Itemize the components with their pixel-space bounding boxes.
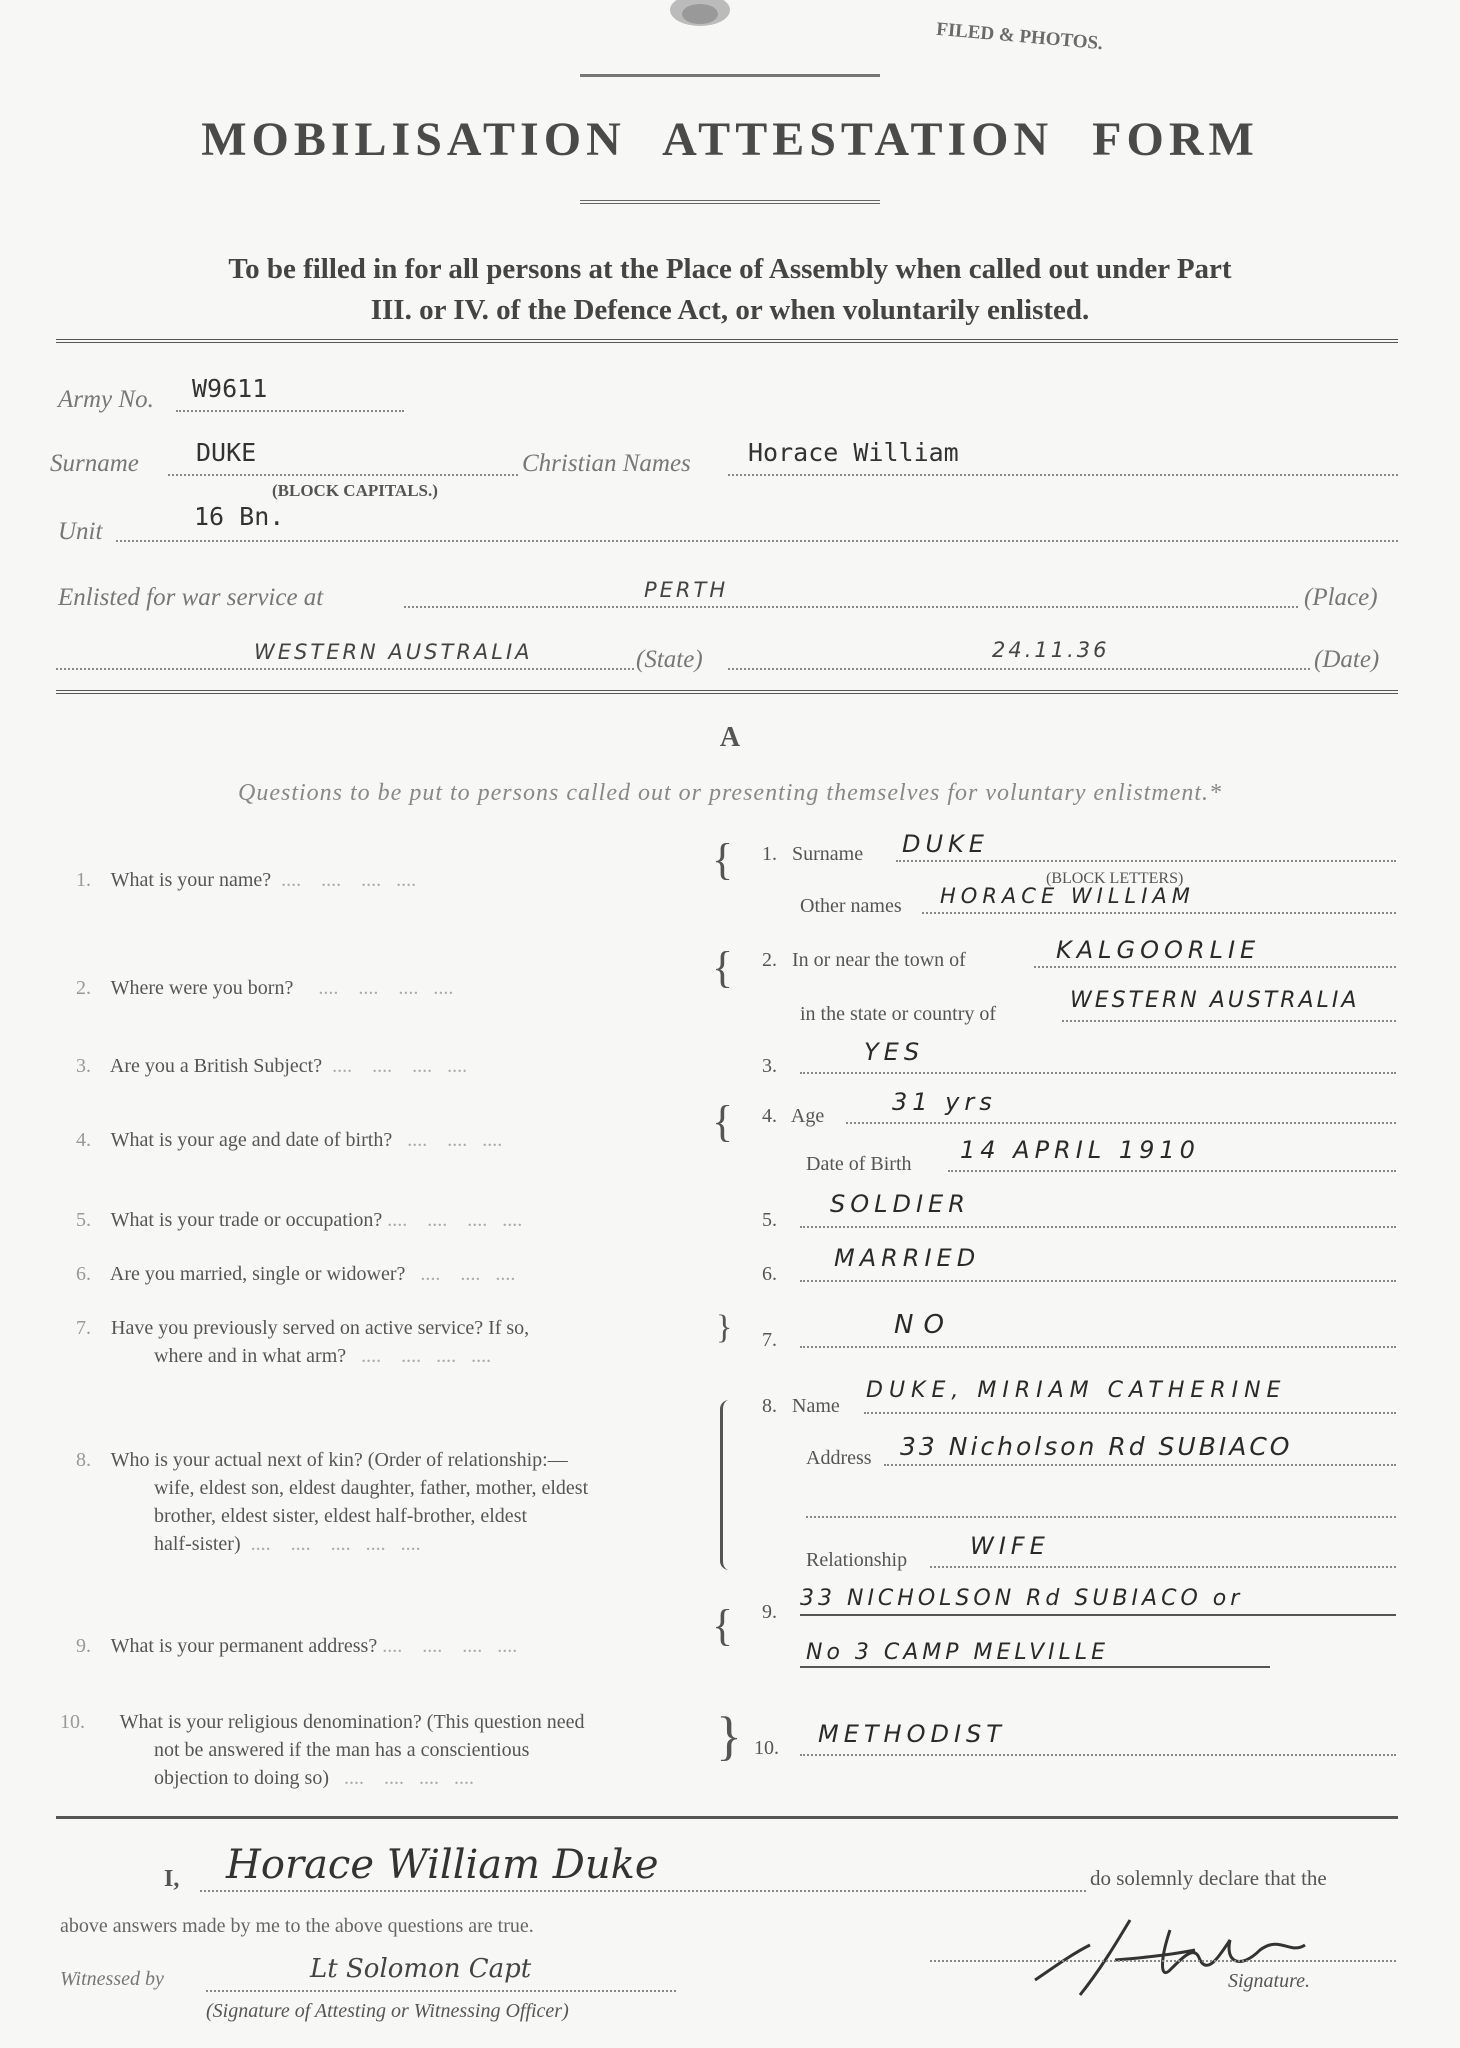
title-rule-bottom bbox=[580, 200, 880, 204]
answer-8-extra-line bbox=[806, 1516, 1396, 1518]
brace: { bbox=[712, 1097, 734, 1146]
answer-2-state-line bbox=[1062, 1020, 1396, 1022]
divider bbox=[56, 690, 1398, 694]
witness-signature: Lt Solomon Capt bbox=[310, 1954, 532, 1984]
answer-1-surname: DUKE bbox=[902, 830, 989, 858]
answer-2-state-label: in the state or country of bbox=[800, 1003, 997, 1025]
witness-line bbox=[206, 1990, 676, 1992]
declaration-text: do solemnly declare that the bbox=[1090, 1866, 1327, 1890]
date-value: 24.11.36 bbox=[992, 638, 1110, 662]
brace bbox=[720, 1400, 729, 1570]
answer-4-dob: 14 APRIL 1910 bbox=[960, 1136, 1200, 1164]
state-line bbox=[56, 668, 634, 670]
question-5: 5. What is your trade or occupation? .... .... .... .... bbox=[76, 1209, 523, 1231]
answer-7-line bbox=[800, 1346, 1396, 1348]
place-line bbox=[404, 606, 1298, 608]
brace: { bbox=[712, 835, 734, 884]
christian-names-value: Horace William bbox=[748, 438, 959, 467]
declaration-i-label: I, bbox=[164, 1866, 180, 1892]
signature-label: Signature. bbox=[1228, 1970, 1311, 1992]
answer-8-rel: WIFE bbox=[970, 1532, 1050, 1560]
block-capitals-note: (BLOCK CAPITALS.) bbox=[272, 481, 438, 500]
divider bbox=[56, 1816, 1398, 1819]
intro-line-1: To be filled in for all persons at the Place of Assembly when called out under Part bbox=[228, 253, 1232, 285]
answer-2-town: KALGOORLIE bbox=[1056, 936, 1261, 964]
place-label: (Place) bbox=[1304, 584, 1378, 611]
answer-8-rel-line bbox=[930, 1566, 1396, 1568]
army-no-value: W9611 bbox=[192, 374, 268, 403]
answer-9-line-2: No 3 CAMP MELVILLE bbox=[806, 1640, 1110, 1665]
answer-7-num: 7. bbox=[762, 1329, 777, 1351]
answer-10-num: 10. bbox=[754, 1737, 779, 1759]
question-3: 3. Are you a British Subject? .... .... .... .... bbox=[76, 1055, 468, 1077]
filed-stamp: FILED & PHOTOS. bbox=[935, 18, 1104, 55]
unit-value: 16 Bn. bbox=[194, 502, 285, 531]
question-9: 9. What is your permanent address? .... .... .... .... bbox=[76, 1635, 518, 1657]
army-no-label: Army No. bbox=[58, 386, 154, 413]
question-7: 7. Have you previously served on active service? If so, where and in what arm? .... .... .... .... bbox=[76, 1317, 530, 1367]
declarant-name: Horace William Duke bbox=[226, 1842, 659, 1888]
declaration-name-line bbox=[200, 1890, 1086, 1892]
surname-value: DUKE bbox=[196, 438, 257, 467]
section-a-heading: A bbox=[719, 722, 741, 753]
answer-9-underline bbox=[800, 1666, 1270, 1668]
state-value: WESTERN AUSTRALIA bbox=[254, 640, 533, 664]
answer-8-address-line bbox=[884, 1464, 1396, 1466]
state-label: (State) bbox=[636, 646, 703, 673]
date-line bbox=[728, 668, 1310, 670]
answer-3-line bbox=[800, 1072, 1396, 1074]
title-rule-top bbox=[580, 74, 880, 77]
answer-3: YES bbox=[864, 1038, 925, 1066]
answer-9-num: 9. bbox=[762, 1601, 777, 1623]
answer-3-num: 3. bbox=[762, 1055, 777, 1077]
enlisted-label: Enlisted for war service at bbox=[58, 584, 324, 611]
question-6: 6. Are you married, single or widower? .... .... .... bbox=[76, 1263, 516, 1285]
answer-9-underline bbox=[800, 1614, 1396, 1616]
christian-names-label: Christian Names bbox=[522, 450, 691, 477]
army-no-line bbox=[176, 410, 404, 412]
brace: } bbox=[716, 1706, 742, 1766]
question-2: 2. Where were you born? .... .... .... .... bbox=[76, 977, 454, 999]
answer-8-name-line bbox=[864, 1412, 1396, 1414]
date-label: (Date) bbox=[1314, 646, 1380, 673]
brace: { bbox=[712, 943, 734, 992]
answer-6: MARRIED bbox=[834, 1244, 981, 1272]
surname-label: Surname bbox=[50, 450, 139, 477]
answer-1-other: HORACE WILLIAM bbox=[940, 884, 1195, 908]
answer-4-age-line bbox=[846, 1122, 1396, 1124]
place-value: PERTH bbox=[644, 578, 729, 602]
surname-line bbox=[168, 474, 518, 476]
answer-2-state: WESTERN AUSTRALIA bbox=[1070, 988, 1360, 1013]
answer-9-line-1: 33 NICHOLSON Rd SUBIACO or bbox=[800, 1586, 1244, 1611]
answer-4-dob-line bbox=[948, 1170, 1396, 1172]
section-a-subheading: Questions to be put to persons called out or presenting themselves for voluntary enlistment.* bbox=[238, 780, 1222, 806]
unit-label: Unit bbox=[58, 518, 103, 545]
answer-8-address: 33 Nicholson Rd SUBIACO bbox=[900, 1432, 1293, 1461]
answer-1-surname-label: 1. Surname bbox=[762, 843, 864, 865]
signature-line bbox=[930, 1960, 1396, 1962]
question-10: 10. What is your religious denomination? (This question need not be answered if the man has a conscientious objection to doing so) .... .... .... .... bbox=[60, 1711, 585, 1789]
answer-10-line bbox=[800, 1754, 1396, 1756]
answer-8-name: DUKE, MIRIAM CATHERINE bbox=[866, 1378, 1287, 1403]
answer-1-other-line bbox=[922, 912, 1396, 914]
answer-1-surname-line bbox=[896, 860, 1396, 862]
answer-10: METHODIST bbox=[818, 1720, 1006, 1748]
answer-4-age: 31 yrs bbox=[892, 1088, 997, 1116]
question-4: 4. What is your age and date of birth? .... .... .... bbox=[76, 1129, 503, 1151]
answer-2-town-line bbox=[1034, 966, 1396, 968]
witness-caption: (Signature of Attesting or Witnessing Officer) bbox=[206, 2000, 569, 2022]
brace: { bbox=[712, 1601, 734, 1650]
witnessed-by-label: Witnessed by bbox=[60, 1968, 164, 1990]
answer-7: NO bbox=[894, 1310, 954, 1340]
unit-line bbox=[116, 540, 1398, 542]
brace: } bbox=[716, 1309, 733, 1346]
answer-6-num: 6. bbox=[762, 1263, 777, 1285]
answer-5-line bbox=[800, 1226, 1396, 1228]
question-1: 1. What is your name? .... .... .... .... bbox=[76, 869, 417, 891]
answer-2-town-label: 2. In or near the town of bbox=[762, 949, 966, 971]
answer-6-line bbox=[800, 1280, 1396, 1282]
answer-8-name-label: 8. Name bbox=[762, 1395, 840, 1417]
christian-names-line bbox=[728, 474, 1398, 476]
block-letters-note: (BLOCK LETTERS) bbox=[1046, 870, 1184, 887]
divider bbox=[56, 339, 1398, 343]
answer-5: SOLDIER bbox=[830, 1190, 970, 1218]
answer-1-other-label: Other names bbox=[800, 895, 902, 917]
answer-4-dob-label: Date of Birth bbox=[806, 1153, 912, 1175]
answer-4-age-label: 4. Age bbox=[762, 1105, 825, 1127]
form-title: MOBILISATION ATTESTATION FORM bbox=[201, 113, 1259, 166]
declaration-continuation: above answers made by me to the above questions are true. bbox=[60, 1915, 534, 1937]
crest-emblem bbox=[660, 0, 740, 34]
answer-8-rel-label: Relationship bbox=[806, 1549, 908, 1571]
question-8: 8. Who is your actual next of kin? (Order of relationship:— wife, eldest son, eldest daughter, father, mother, eldest brother, eldest sister, eldest half-brother, eldest half-sister) .... .... .... .... .... bbox=[76, 1449, 589, 1555]
answer-5-num: 5. bbox=[762, 1209, 777, 1231]
intro-line-2: III. or IV. of the Defence Act, or when voluntarily enlisted. bbox=[370, 294, 1090, 326]
answer-8-address-label: Address bbox=[806, 1447, 872, 1469]
